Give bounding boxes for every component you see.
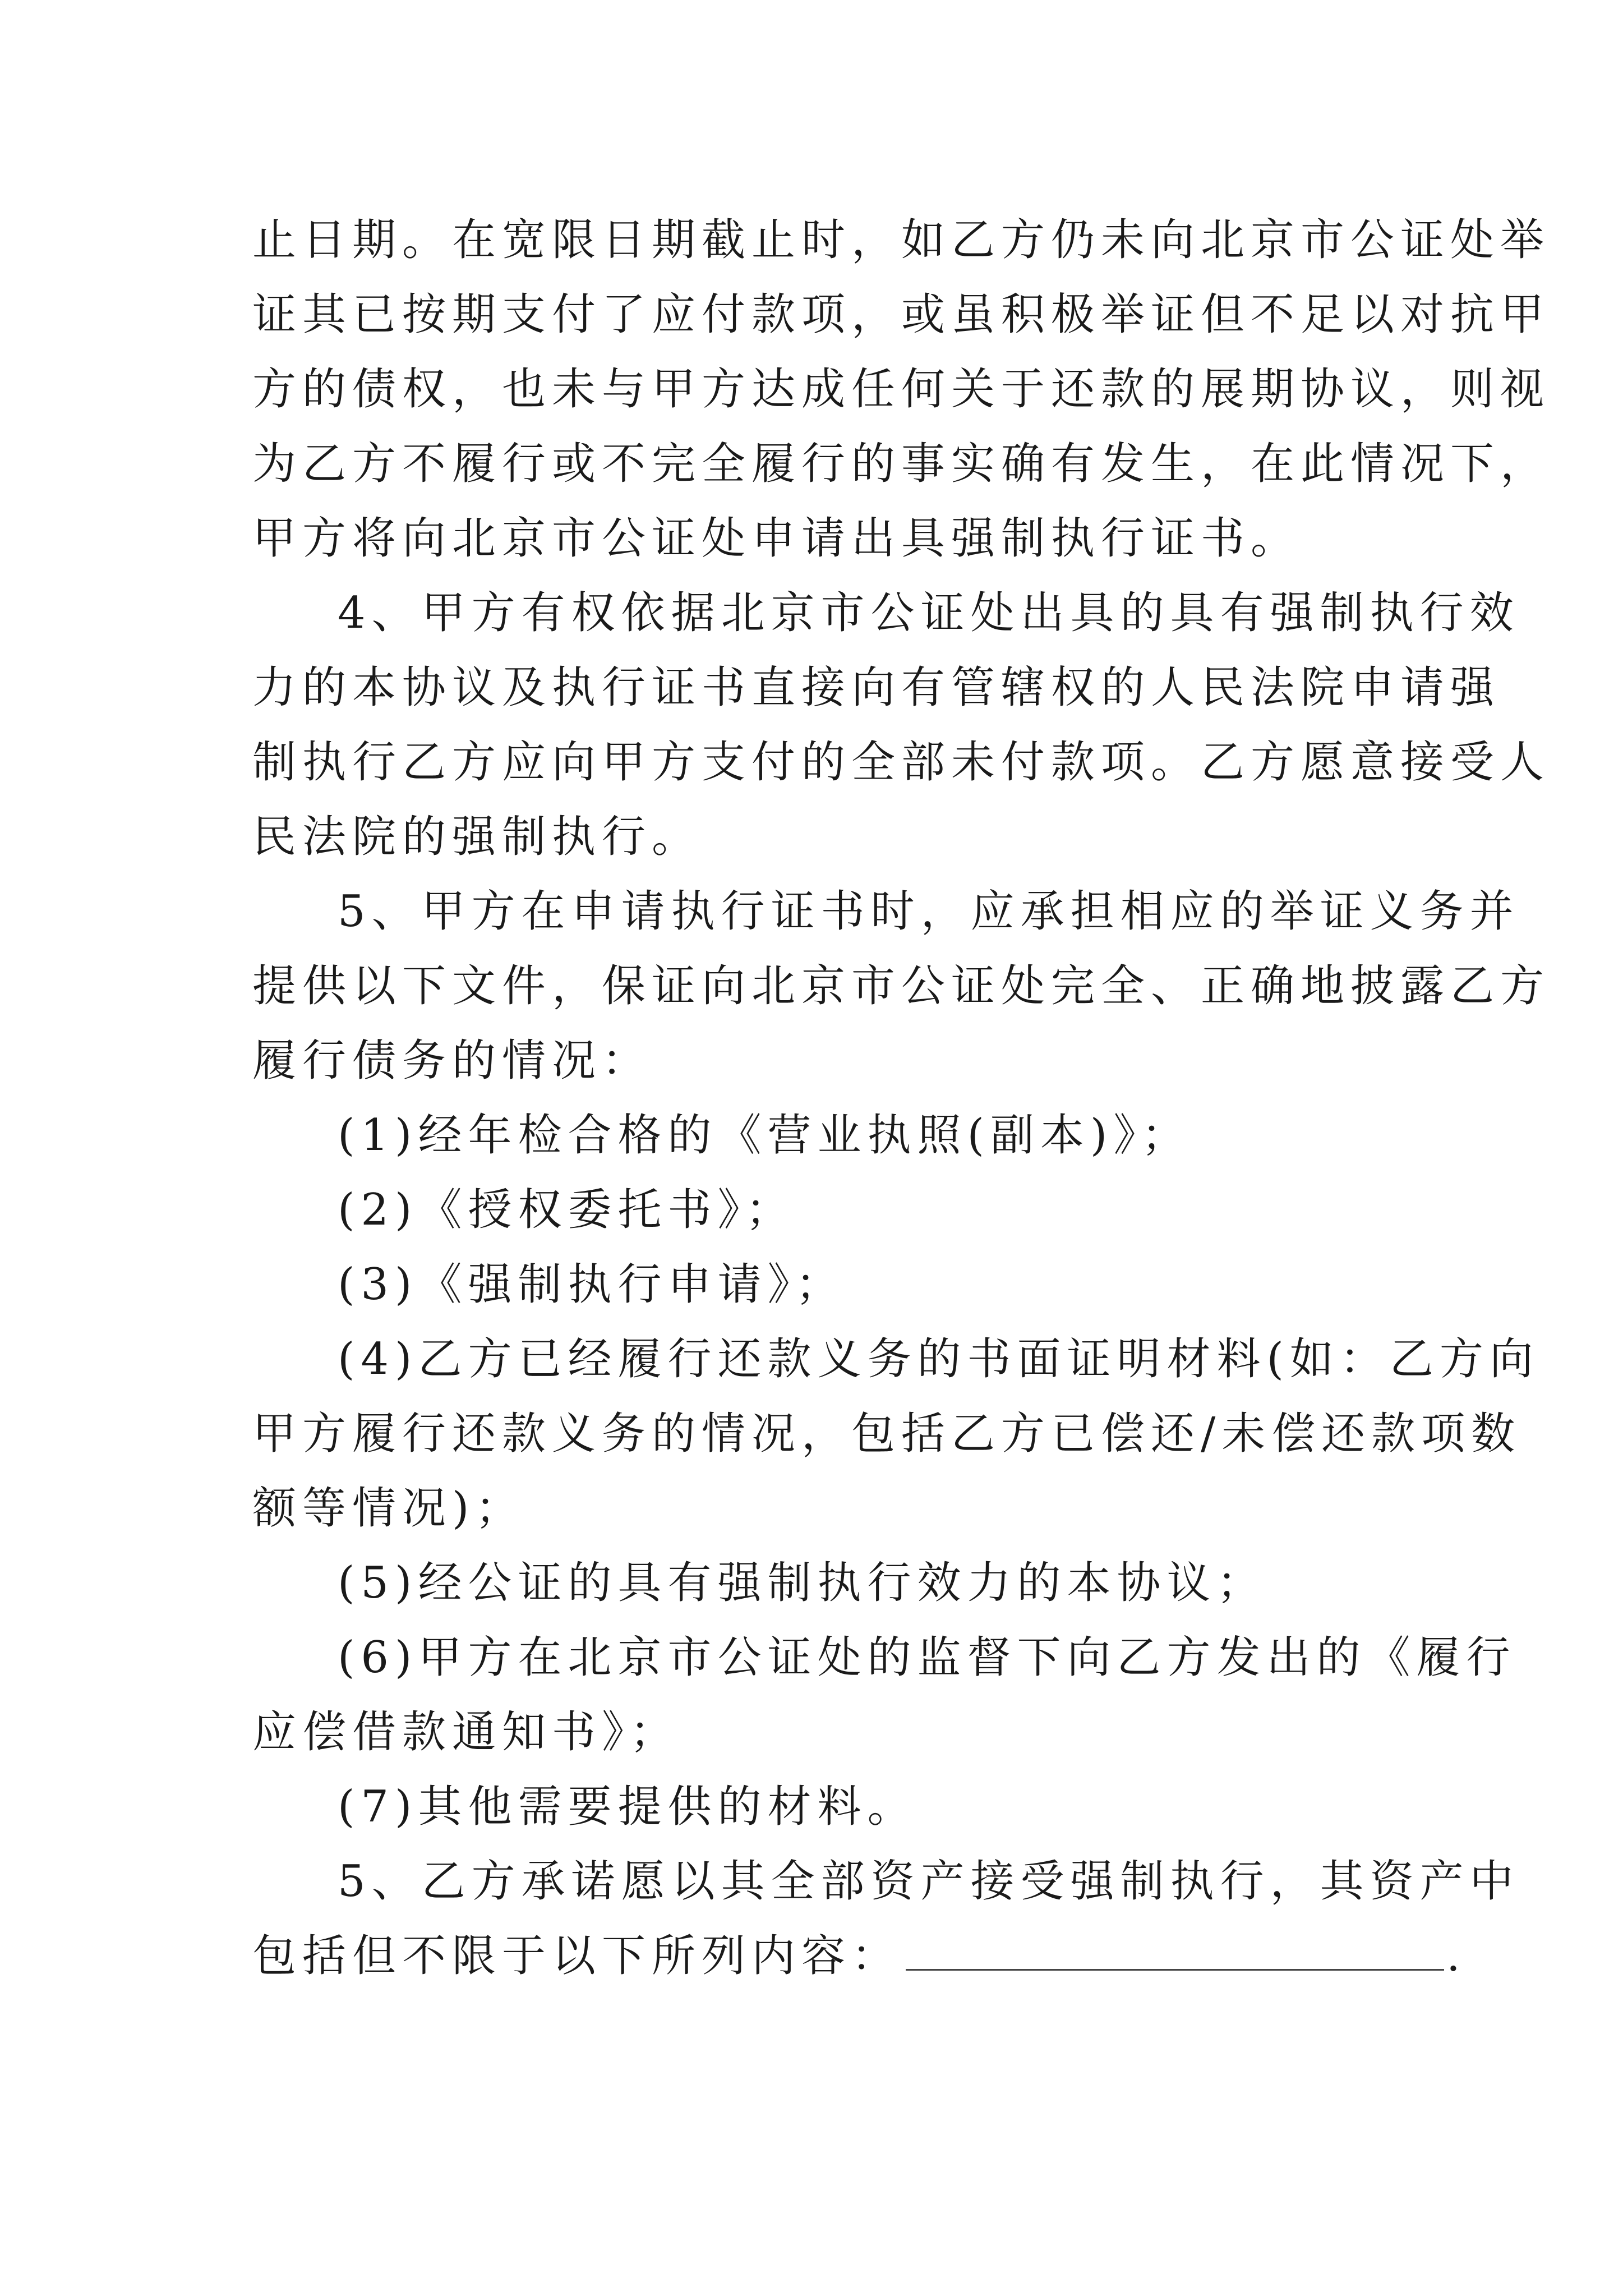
paragraph-line: 甲方履行还款义务的情况，包括乙方已偿还/未偿还款项数	[252, 1409, 1521, 1459]
list-item-1: (1)经年检合格的《营业执照(副本)》；	[338, 1110, 1192, 1161]
paragraph-line: 为乙方不履行或不完全履行的事实确有发生，在此情况下，	[252, 439, 1551, 489]
paragraph-line: 提供以下文件，保证向北京市公证处完全、正确地披露乙方	[252, 961, 1551, 1011]
clause-4-line: 4、甲方有权依据北京市公证处出具的具有强制执行效	[338, 588, 1520, 638]
final-line	[252, 1919, 1467, 1994]
list-item-3: (3)《强制执行申请》；	[338, 1259, 846, 1310]
paragraph-line: 应偿借款通知书》；	[252, 1707, 680, 1757]
list-item-5: (5)经公证的具有强制执行效力的本协议；	[338, 1558, 1267, 1608]
final-line-text: 包括但不限于以下所列内容：	[252, 1931, 902, 1981]
paragraph-line: 履行债务的情况：	[252, 1036, 652, 1086]
paragraph-line: 方的债权，也未与甲方达成任何关于还款的展期协议，则视	[252, 364, 1551, 415]
final-period: .	[1446, 1931, 1467, 1981]
paragraph-line: 甲方将向北京市公证处申请出具强制执行证书。	[252, 513, 1301, 564]
list-item-6: (6)甲方在北京市公证处的监督下向乙方发出的《履行	[338, 1632, 1516, 1683]
paragraph-line: 力的本协议及执行证书直接向有管辖权的人民法院申请强	[252, 662, 1501, 713]
paragraph-line: 止日期。在宽限日期截止时，如乙方仍未向北京市公证处举	[252, 215, 1551, 265]
fill-in-blank[interactable]	[906, 1930, 1444, 1971]
list-item-2: (2)《授权委托书》；	[338, 1185, 796, 1235]
paragraph-line: 证其已按期支付了应付款项，或虽积极举证但不足以对抗甲	[252, 289, 1551, 340]
paragraph-line: 额等情况)；	[252, 1483, 525, 1534]
clause-5-line: 5、甲方在申请执行证书时，应承担相应的举证义务并	[338, 886, 1520, 937]
paragraph-line: 民法院的强制执行。	[252, 812, 702, 862]
clause-5b-line: 5、乙方承诺愿以其全部资产接受强制执行，其资产中	[338, 1856, 1520, 1907]
paragraph-line: 制执行乙方应向甲方支付的全部未付款项。乙方愿意接受人	[252, 737, 1551, 788]
list-item-7: (7)其他需要提供的材料。	[338, 1782, 917, 1832]
list-item-4: (4)乙方已经履行还款义务的书面证明材料(如：乙方向	[338, 1334, 1539, 1384]
document-body	[252, 203, 1551, 1994]
